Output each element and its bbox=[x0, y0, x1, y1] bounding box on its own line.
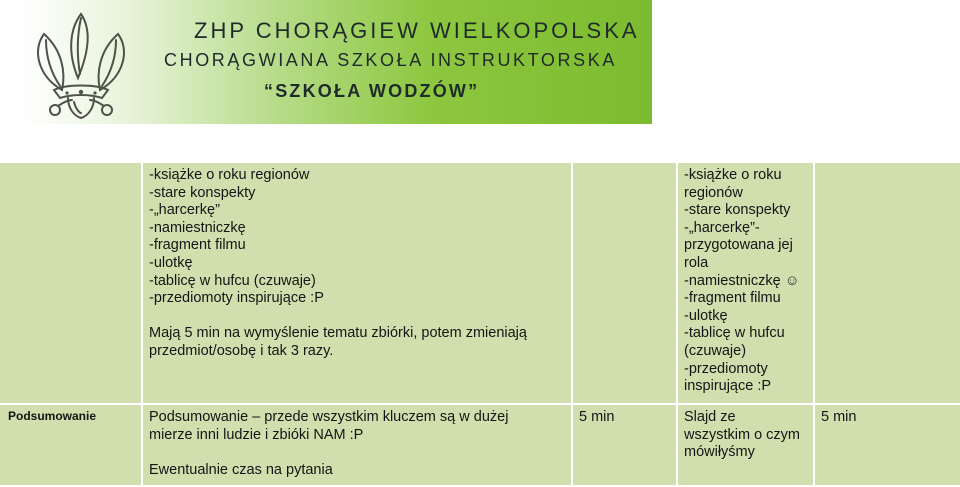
lily-emblem-icon bbox=[22, 6, 140, 122]
row2-label-cell bbox=[0, 405, 143, 487]
materials-line: -namiestniczkę ☺ bbox=[684, 272, 800, 289]
materials-line: -stare konspekty bbox=[684, 202, 791, 219]
summary-line: Podsumowanie – przede wszystkim kluczem są w dużej bbox=[149, 409, 509, 425]
summary-line: mierze inni ludzie i zbióki NAM :P bbox=[149, 426, 364, 443]
materials-line: wszystkim o czym bbox=[684, 426, 800, 443]
materials-line: inspirujące :P bbox=[684, 378, 772, 395]
lesson-plan-table bbox=[0, 163, 960, 487]
row2-materials-cell bbox=[678, 405, 815, 487]
materials-line: -tablicę w hufcu bbox=[684, 325, 785, 342]
material-item: -tablicę w hufcu (czuwaje) bbox=[149, 272, 316, 289]
material-item: -ulotkę bbox=[149, 254, 193, 271]
row1-col2 bbox=[143, 163, 573, 405]
row1-col4 bbox=[678, 163, 815, 405]
material-item: -fragment filmu bbox=[149, 237, 246, 254]
material-item: -namiestniczkę bbox=[149, 219, 246, 236]
banner-title-line-3: “SZKOŁA WODZÓW” bbox=[264, 81, 480, 101]
banner-title bbox=[164, 18, 652, 102]
materials-line: -ulotkę bbox=[684, 307, 728, 324]
materials-line: -„harcerkę”- bbox=[684, 219, 760, 236]
materials-line: (czuwaje) bbox=[684, 342, 747, 359]
materials-line: -fragment filmu bbox=[684, 290, 781, 307]
materials-line: rola bbox=[684, 254, 709, 271]
materials-line: Slajd ze bbox=[684, 409, 736, 425]
row1-col1 bbox=[0, 163, 143, 405]
materials-line: przygotowana jej bbox=[684, 237, 793, 254]
materials-line: mówiłyśmy bbox=[684, 444, 755, 461]
materials-line: -przediomoty bbox=[684, 360, 768, 377]
time-value: 5 min bbox=[821, 409, 857, 425]
time-value: 5 min bbox=[579, 409, 615, 425]
activity-note: Mają 5 min na wymyślenie tematu zbiórki, potem zmieniają bbox=[149, 325, 527, 342]
summary-line: Ewentualnie czas na pytania bbox=[149, 461, 333, 478]
header-banner bbox=[22, 0, 652, 124]
row1-col5 bbox=[815, 163, 960, 405]
material-item: -przediomoty inspirujące :P bbox=[149, 290, 324, 307]
row1-col3 bbox=[573, 163, 678, 405]
material-item: -„harcerkę” bbox=[149, 202, 220, 219]
material-item: -stare konspekty bbox=[149, 184, 256, 201]
row2-desc-cell bbox=[143, 405, 573, 487]
materials-line: regionów bbox=[684, 184, 743, 201]
banner-title-line-2: CHORĄGWIANA SZKOŁA INSTRUKTORSKA bbox=[164, 50, 617, 70]
row2-time2-cell bbox=[815, 405, 960, 487]
row2-time-cell bbox=[573, 405, 678, 487]
section-label: Podsumowanie bbox=[8, 409, 97, 423]
material-item: -książke o roku regionów bbox=[149, 167, 310, 183]
materials-line: -książke o roku bbox=[684, 167, 782, 183]
activity-note: przedmiot/osobę i tak 3 razy. bbox=[149, 342, 334, 359]
banner-title-line-1: ZHP CHORĄGIEW WIELKOPOLSKA bbox=[194, 18, 640, 43]
